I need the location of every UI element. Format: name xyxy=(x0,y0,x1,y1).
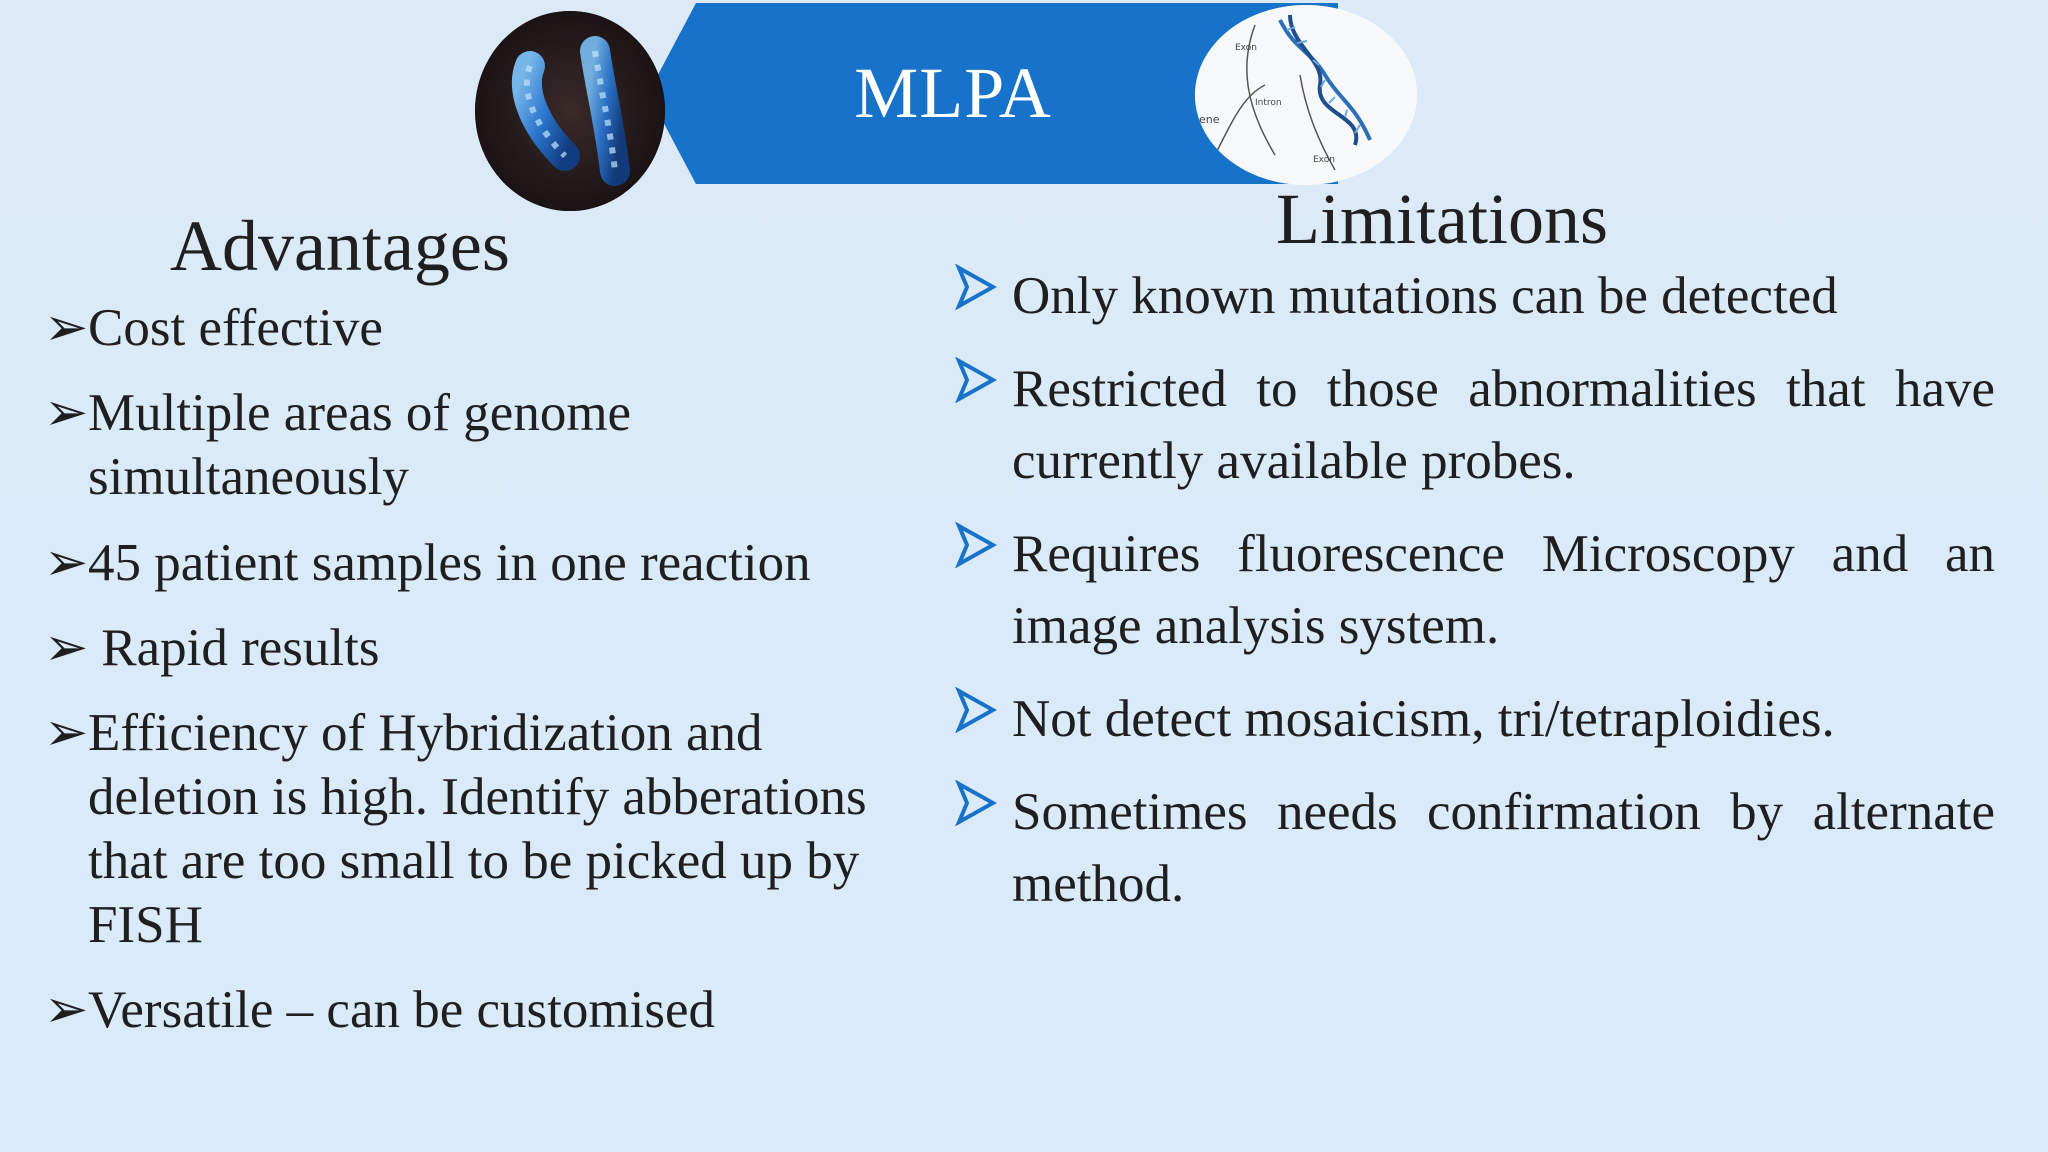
gene-label: ene xyxy=(1199,113,1220,126)
list-item xyxy=(44,296,904,360)
list-item xyxy=(955,260,1995,332)
limitation-text: Only known mutations can be detected xyxy=(1012,267,1838,325)
chromosome-icon xyxy=(475,11,665,211)
list-item xyxy=(44,978,904,1042)
list-item xyxy=(955,776,1995,920)
advantage-text: Versatile – can be customised xyxy=(88,981,715,1039)
advantage-text: 45 patient samples in one reaction xyxy=(88,534,811,592)
arrow-bullet-icon: ➢ xyxy=(44,704,89,762)
arrow-bullet-icon xyxy=(955,522,997,568)
arrow-bullet-icon: ➢ xyxy=(44,619,89,677)
arrow-bullet-icon: ➢ xyxy=(44,384,89,442)
limitations-list xyxy=(955,260,1995,941)
list-item xyxy=(44,531,904,595)
limitations-heading: Limitations xyxy=(1276,179,1608,259)
list-item xyxy=(955,518,1995,662)
arrow-bullet-icon: ➢ xyxy=(44,299,89,357)
arrow-bullet-icon: ➢ xyxy=(44,534,89,592)
list-item xyxy=(955,353,1995,497)
arrow-bullet-icon xyxy=(955,687,997,733)
advantage-text: Multiple areas of genome simultaneously xyxy=(88,384,632,506)
limitation-text: Not detect mosaicism, tri/tetraploidies. xyxy=(1012,690,1835,748)
advantage-text: Efficiency of Hybridization and deletion is high. Identify abberations that are too small to be picked up by FISH xyxy=(88,704,867,954)
arrow-bullet-icon xyxy=(955,357,997,403)
arrow-bullet-icon xyxy=(955,264,997,310)
dna-helix-icon xyxy=(1195,5,1417,185)
intron-label: Intron xyxy=(1255,98,1282,108)
dna-diagram-image xyxy=(1195,5,1417,185)
limitation-text: Restricted to those abnormalities that have currently available probes. xyxy=(1012,360,1995,490)
list-item xyxy=(955,683,1995,755)
chromosome-image xyxy=(475,11,665,211)
list-item xyxy=(44,701,904,957)
limitation-text: Requires fluorescence Microscopy and an image analysis system. xyxy=(1012,525,1995,655)
advantage-text: Cost effective xyxy=(88,299,383,357)
list-item xyxy=(44,616,904,680)
exon-label: Exon xyxy=(1235,43,1257,53)
arrow-bullet-icon xyxy=(955,780,997,826)
slide-title: MLPA xyxy=(854,53,1052,133)
arrow-bullet-icon: ➢ xyxy=(44,981,89,1039)
list-item xyxy=(44,381,904,509)
advantages-heading: Advantages xyxy=(170,206,510,286)
advantage-text: Rapid results xyxy=(88,619,380,677)
limitation-text: Sometimes needs confirmation by alternate method. xyxy=(1012,783,1995,913)
exon-label-2: Exon xyxy=(1313,155,1335,165)
advantages-list xyxy=(44,296,904,1063)
